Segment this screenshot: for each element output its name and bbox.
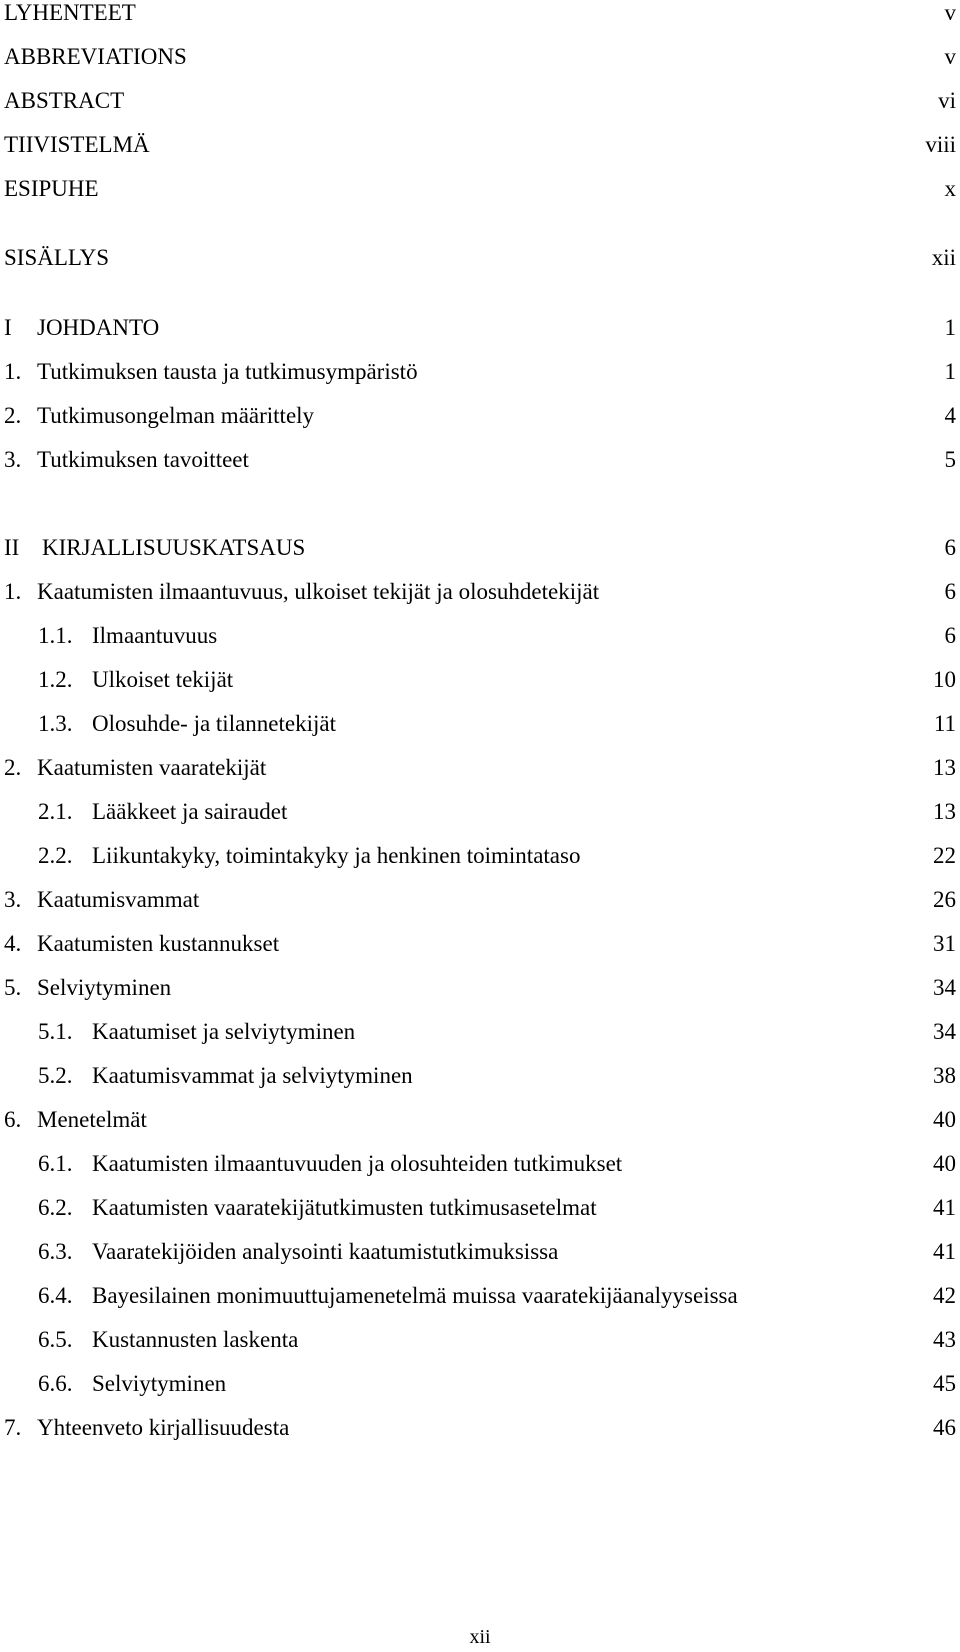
toc-section-title: Kaatumisten ilmaantuvuus, ulkoiset tekijät ja olosuhdetekijät: [37, 579, 600, 604]
toc-chapter-kirjallisuuskatsaus[interactable]: [0, 533, 958, 563]
toc-subsection-title: Kustannusten laskenta: [92, 1327, 299, 1352]
toc-subsection[interactable]: [0, 1281, 958, 1311]
toc-chapter-number: I: [4, 315, 12, 340]
toc-subsection-title: Kaatumisten ilmaantuvuuden ja olosuhteiden tutkimukset: [92, 1151, 623, 1176]
toc-subsection-number: 1.3.: [38, 711, 73, 736]
toc-subsection-title: Olosuhde- ja tilannetekijät: [92, 711, 336, 736]
toc-section[interactable]: [0, 577, 958, 607]
toc-section-number: 6.: [4, 1107, 22, 1132]
toc-section-number: 3.: [4, 887, 22, 912]
toc-section[interactable]: [0, 1105, 958, 1135]
toc-subsection-number: 6.1.: [38, 1151, 73, 1176]
toc-subsection-number: 5.2.: [38, 1063, 73, 1088]
toc-entry-page: 22: [933, 843, 956, 868]
toc-chapter-number: II: [4, 535, 20, 560]
toc-entry-page: 46: [933, 1415, 956, 1440]
toc-section[interactable]: [0, 445, 958, 475]
toc-entry-tiivistelma[interactable]: [0, 130, 958, 160]
toc-entry-lyhenteet[interactable]: [0, 0, 958, 28]
toc-entry-page: viii: [925, 132, 956, 157]
toc-section-number: 1.: [4, 579, 22, 604]
toc-entry-page: 26: [933, 887, 956, 912]
toc-entry-page: vi: [938, 88, 956, 113]
toc-entry-page: 41: [933, 1239, 956, 1264]
toc-entry-page: 1: [944, 359, 956, 384]
toc-subsection-number: 6.3.: [38, 1239, 73, 1264]
toc-section-title: Tutkimuksen tavoitteet: [37, 447, 249, 472]
toc-entry-page: v: [944, 0, 956, 25]
toc-subsection-number: 6.5.: [38, 1327, 73, 1352]
toc-entry-title: ABSTRACT: [4, 88, 125, 113]
toc-section[interactable]: [0, 1413, 958, 1443]
toc-entry-page: 34: [933, 1019, 956, 1044]
toc-section-number: 4.: [4, 931, 22, 956]
toc-section-number: 2.: [4, 755, 22, 780]
toc-subsection[interactable]: [0, 797, 958, 827]
toc-entry-page: 10: [933, 667, 956, 692]
toc-subsection-number: 1.1.: [38, 623, 73, 648]
toc-entry-title: ESIPUHE: [4, 176, 99, 201]
toc-entry-abstract[interactable]: [0, 86, 958, 116]
toc-chapter-title: KIRJALLISUUSKATSAUS: [42, 535, 306, 560]
toc-subsection[interactable]: [0, 1017, 958, 1047]
toc-chapter-johdanto[interactable]: [0, 313, 958, 343]
toc-subsection[interactable]: [0, 1369, 958, 1399]
toc-subsection-title: Kaatumisten vaaratekijätutkimusten tutkimusasetelmat: [92, 1195, 597, 1220]
toc-subsection-title: Vaaratekijöiden analysointi kaatumistutkimuksissa: [92, 1239, 559, 1264]
toc-subsection-number: 6.6.: [38, 1371, 73, 1396]
toc-section-number: 3.: [4, 447, 22, 472]
toc-subsection[interactable]: [0, 1237, 958, 1267]
toc-subsection-title: Kaatumisvammat ja selviytyminen: [92, 1063, 413, 1088]
toc-subsection-number: 1.2.: [38, 667, 73, 692]
toc-section-number: 2.: [4, 403, 22, 428]
toc-entry-sisallys[interactable]: [0, 243, 958, 273]
toc-subsection[interactable]: [0, 1149, 958, 1179]
toc-entry-page: 4: [944, 403, 956, 428]
toc-entry-title: ABBREVIATIONS: [4, 44, 187, 69]
toc-subsection[interactable]: [0, 709, 958, 739]
toc-entry-abbreviations[interactable]: [0, 42, 958, 72]
toc-entry-page: 41: [933, 1195, 956, 1220]
toc-section-title: Menetelmät: [37, 1107, 147, 1132]
toc-section[interactable]: [0, 401, 958, 431]
toc-section-title: Yhteenveto kirjallisuudesta: [37, 1415, 290, 1440]
toc-entry-page: x: [944, 176, 956, 201]
toc-subsection-title: Ulkoiset tekijät: [92, 667, 234, 692]
toc-section[interactable]: [0, 885, 958, 915]
toc-entry-title: LYHENTEET: [4, 0, 136, 25]
toc-section-number: 5.: [4, 975, 22, 1000]
toc-section-number: 7.: [4, 1415, 22, 1440]
toc-entry-page: 34: [933, 975, 956, 1000]
toc-section[interactable]: [0, 929, 958, 959]
toc-subsection-title: Bayesilainen monimuuttujamenetelmä muissa vaaratekijäanalyyseissa: [92, 1283, 738, 1308]
toc-entry-title: SISÄLLYS: [4, 245, 110, 270]
toc-section-number: 1.: [4, 359, 22, 384]
toc-entry-page: 40: [933, 1151, 956, 1176]
toc-chapter-title: JOHDANTO: [37, 315, 160, 340]
toc-subsection[interactable]: [0, 1061, 958, 1091]
toc-section[interactable]: [0, 357, 958, 387]
toc-section-title: Tutkimusongelman määrittely: [37, 403, 315, 428]
toc-subsection[interactable]: [0, 841, 958, 871]
toc-entry-page: xii: [931, 245, 956, 270]
toc-section[interactable]: [0, 973, 958, 1003]
toc-entry-title: TIIVISTELMÄ: [4, 132, 150, 157]
toc-entry-page: 38: [933, 1063, 956, 1088]
toc-section-title: Kaatumisvammat: [37, 887, 200, 912]
toc-subsection-number: 6.2.: [38, 1195, 73, 1220]
toc-entry-page: 42: [933, 1283, 956, 1308]
toc-entry-page: 31: [933, 931, 956, 956]
toc-subsection-title: Ilmaantuvuus: [92, 623, 218, 648]
toc-section-title: Tutkimuksen tausta ja tutkimusympäristö: [37, 359, 418, 384]
toc-subsection-number: 2.2.: [38, 843, 73, 868]
toc-entry-page: 6: [944, 579, 956, 604]
toc-entry-page: 13: [933, 799, 956, 824]
toc-entry-page: 40: [933, 1107, 956, 1132]
toc-section-title: Selviytyminen: [37, 975, 172, 1000]
toc-entry-esipuhe[interactable]: [0, 174, 958, 204]
toc-entry-page: 5: [944, 447, 956, 472]
toc-subsection-title: Selviytyminen: [92, 1371, 227, 1396]
toc-entry-page: 6: [944, 535, 956, 560]
toc-entry-page: 43: [933, 1327, 956, 1352]
toc-subsection-number: 2.1.: [38, 799, 73, 824]
toc-subsection-title: Kaatumiset ja selviytyminen: [92, 1019, 356, 1044]
toc-entry-page: 45: [933, 1371, 956, 1396]
toc-subsection-number: 6.4.: [38, 1283, 73, 1308]
toc-entry-page: 13: [933, 755, 956, 780]
toc-section-title: Kaatumisten vaaratekijät: [37, 755, 267, 780]
toc-entry-page: 6: [944, 623, 956, 648]
toc-subsection-number: 5.1.: [38, 1019, 73, 1044]
toc-subsection[interactable]: [0, 621, 958, 651]
toc-subsection[interactable]: [0, 1193, 958, 1223]
toc-subsection[interactable]: [0, 665, 958, 695]
toc-entry-page: 1: [944, 315, 956, 340]
toc-entry-page: v: [944, 44, 956, 69]
toc-section[interactable]: [0, 753, 958, 783]
toc-entry-page: 11: [933, 711, 956, 736]
toc-section-title: Kaatumisten kustannukset: [37, 931, 280, 956]
toc-subsection[interactable]: [0, 1325, 958, 1355]
page-number: xii: [469, 1626, 491, 1648]
toc-subsection-title: Liikuntakyky, toimintakyky ja henkinen toimintataso: [92, 843, 581, 868]
toc-subsection-title: Lääkkeet ja sairaudet: [92, 799, 288, 824]
